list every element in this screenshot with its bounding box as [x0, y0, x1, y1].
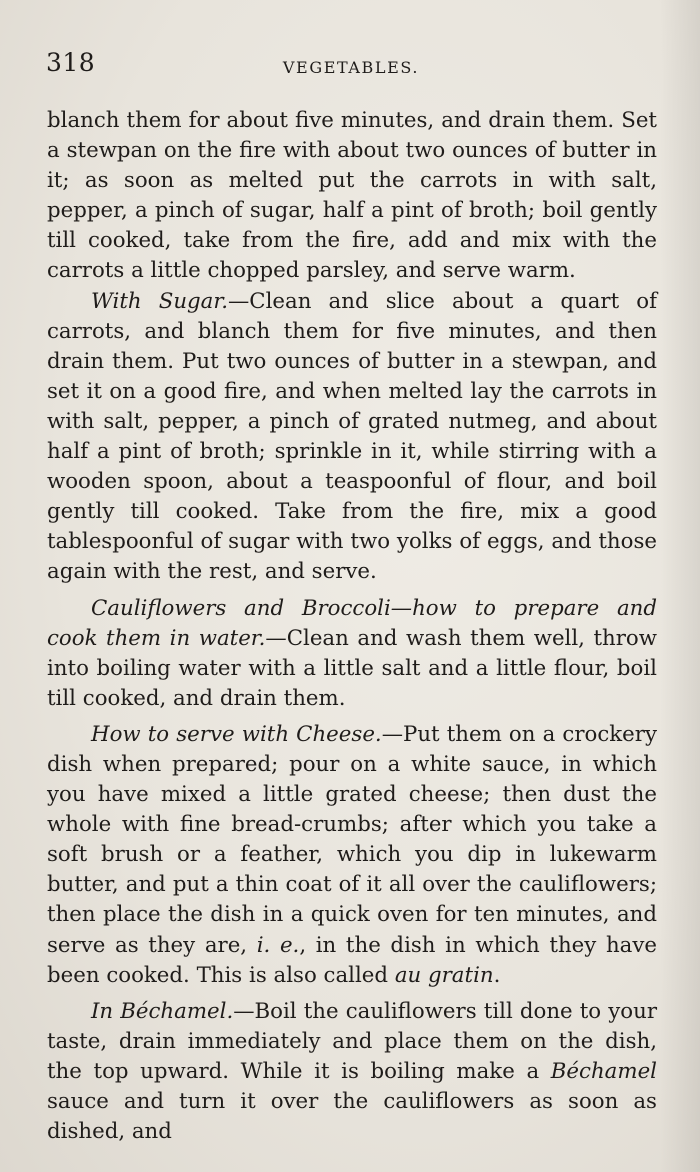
running-head: VEGETABLES.: [282, 58, 420, 77]
paragraph-serve-with-cheese: [47, 720, 657, 991]
paragraph-with-sugar: [47, 287, 657, 588]
paragraph-text: , in the dish in which they have been cooked. This is also called: [47, 932, 657, 988]
paragraph-text: —Clean and slice about a quart of carrots, and blanch them for five minutes, and then drain them. Put two ounces of butter in a stewpan, and set it on a good fire, and when melted lay the carrots in with salt, pepper, a pinch of grated nutmeg, and about half a pint of broth; sprinkle in it, while stirring with a wooden spoon, about a teaspoonful of flour, and boil gently till cooked. Take from the fire, mix a good tablespoonful of sugar with two yolks of eggs, and those again with the rest, and serve.: [47, 288, 658, 585]
paragraph-cauliflowers-broccoli: [47, 594, 657, 714]
paragraph-in-bechamel: [47, 997, 657, 1147]
recipe-heading: How to serve with Cheese.: [91, 721, 382, 747]
paragraph-text: blanch them for about five minutes, and drain them. Set a stewpan on the fire with about two ounces of butter in it; as soon as melted put the carrots in with salt, pepper, a pinch of sugar, half a pint of broth; boil gently till cooked, take from the fire, add and mix with the carrots a little chopped parsley, and serve warm.: [47, 108, 657, 284]
paragraph-text: —Boil the cauliflowers till done to your taste, drain immediately and place them on the dish, the top upward. While it is boiling make a: [47, 998, 657, 1084]
page-header: [46, 48, 656, 82]
recipe-heading: In Béchamel.: [91, 998, 234, 1024]
paragraph-text: sauce and turn it over the cauliflowers as soon as dished, and: [47, 1089, 657, 1145]
recipe-heading: With Sugar.: [91, 288, 228, 314]
paragraph-carrots-continued: [47, 106, 657, 287]
page-edge-shadow: [660, 0, 700, 1172]
paragraph-text: —Put them on a crockery dish when prepared; pour on a white sauce, in which you have mixed a little grated cheese; then dust the whole with fine bread-crumbs; after which you take a soft brush or a feather, which you dip in lukewarm butter, and put a thin coat of it all over the cauliflowers; then place the dish in a quick oven for ten minutes, and serve as they are,: [47, 721, 657, 958]
body-text: [47, 106, 657, 1147]
paragraph-text: .: [493, 962, 501, 988]
page-number: 318: [46, 48, 96, 77]
paragraph-text: —Clean and wash them well, throw into boiling water with a little salt and a little flour, boil till cooked, and drain them.: [47, 625, 657, 711]
abbreviation: i. e.: [256, 932, 300, 958]
culinary-term: Béchamel: [550, 1058, 657, 1084]
recipe-heading: Cauliflowers and Broccoli—how to prepare and cook them in water.: [47, 595, 657, 651]
culinary-term: au gratin: [394, 962, 494, 988]
